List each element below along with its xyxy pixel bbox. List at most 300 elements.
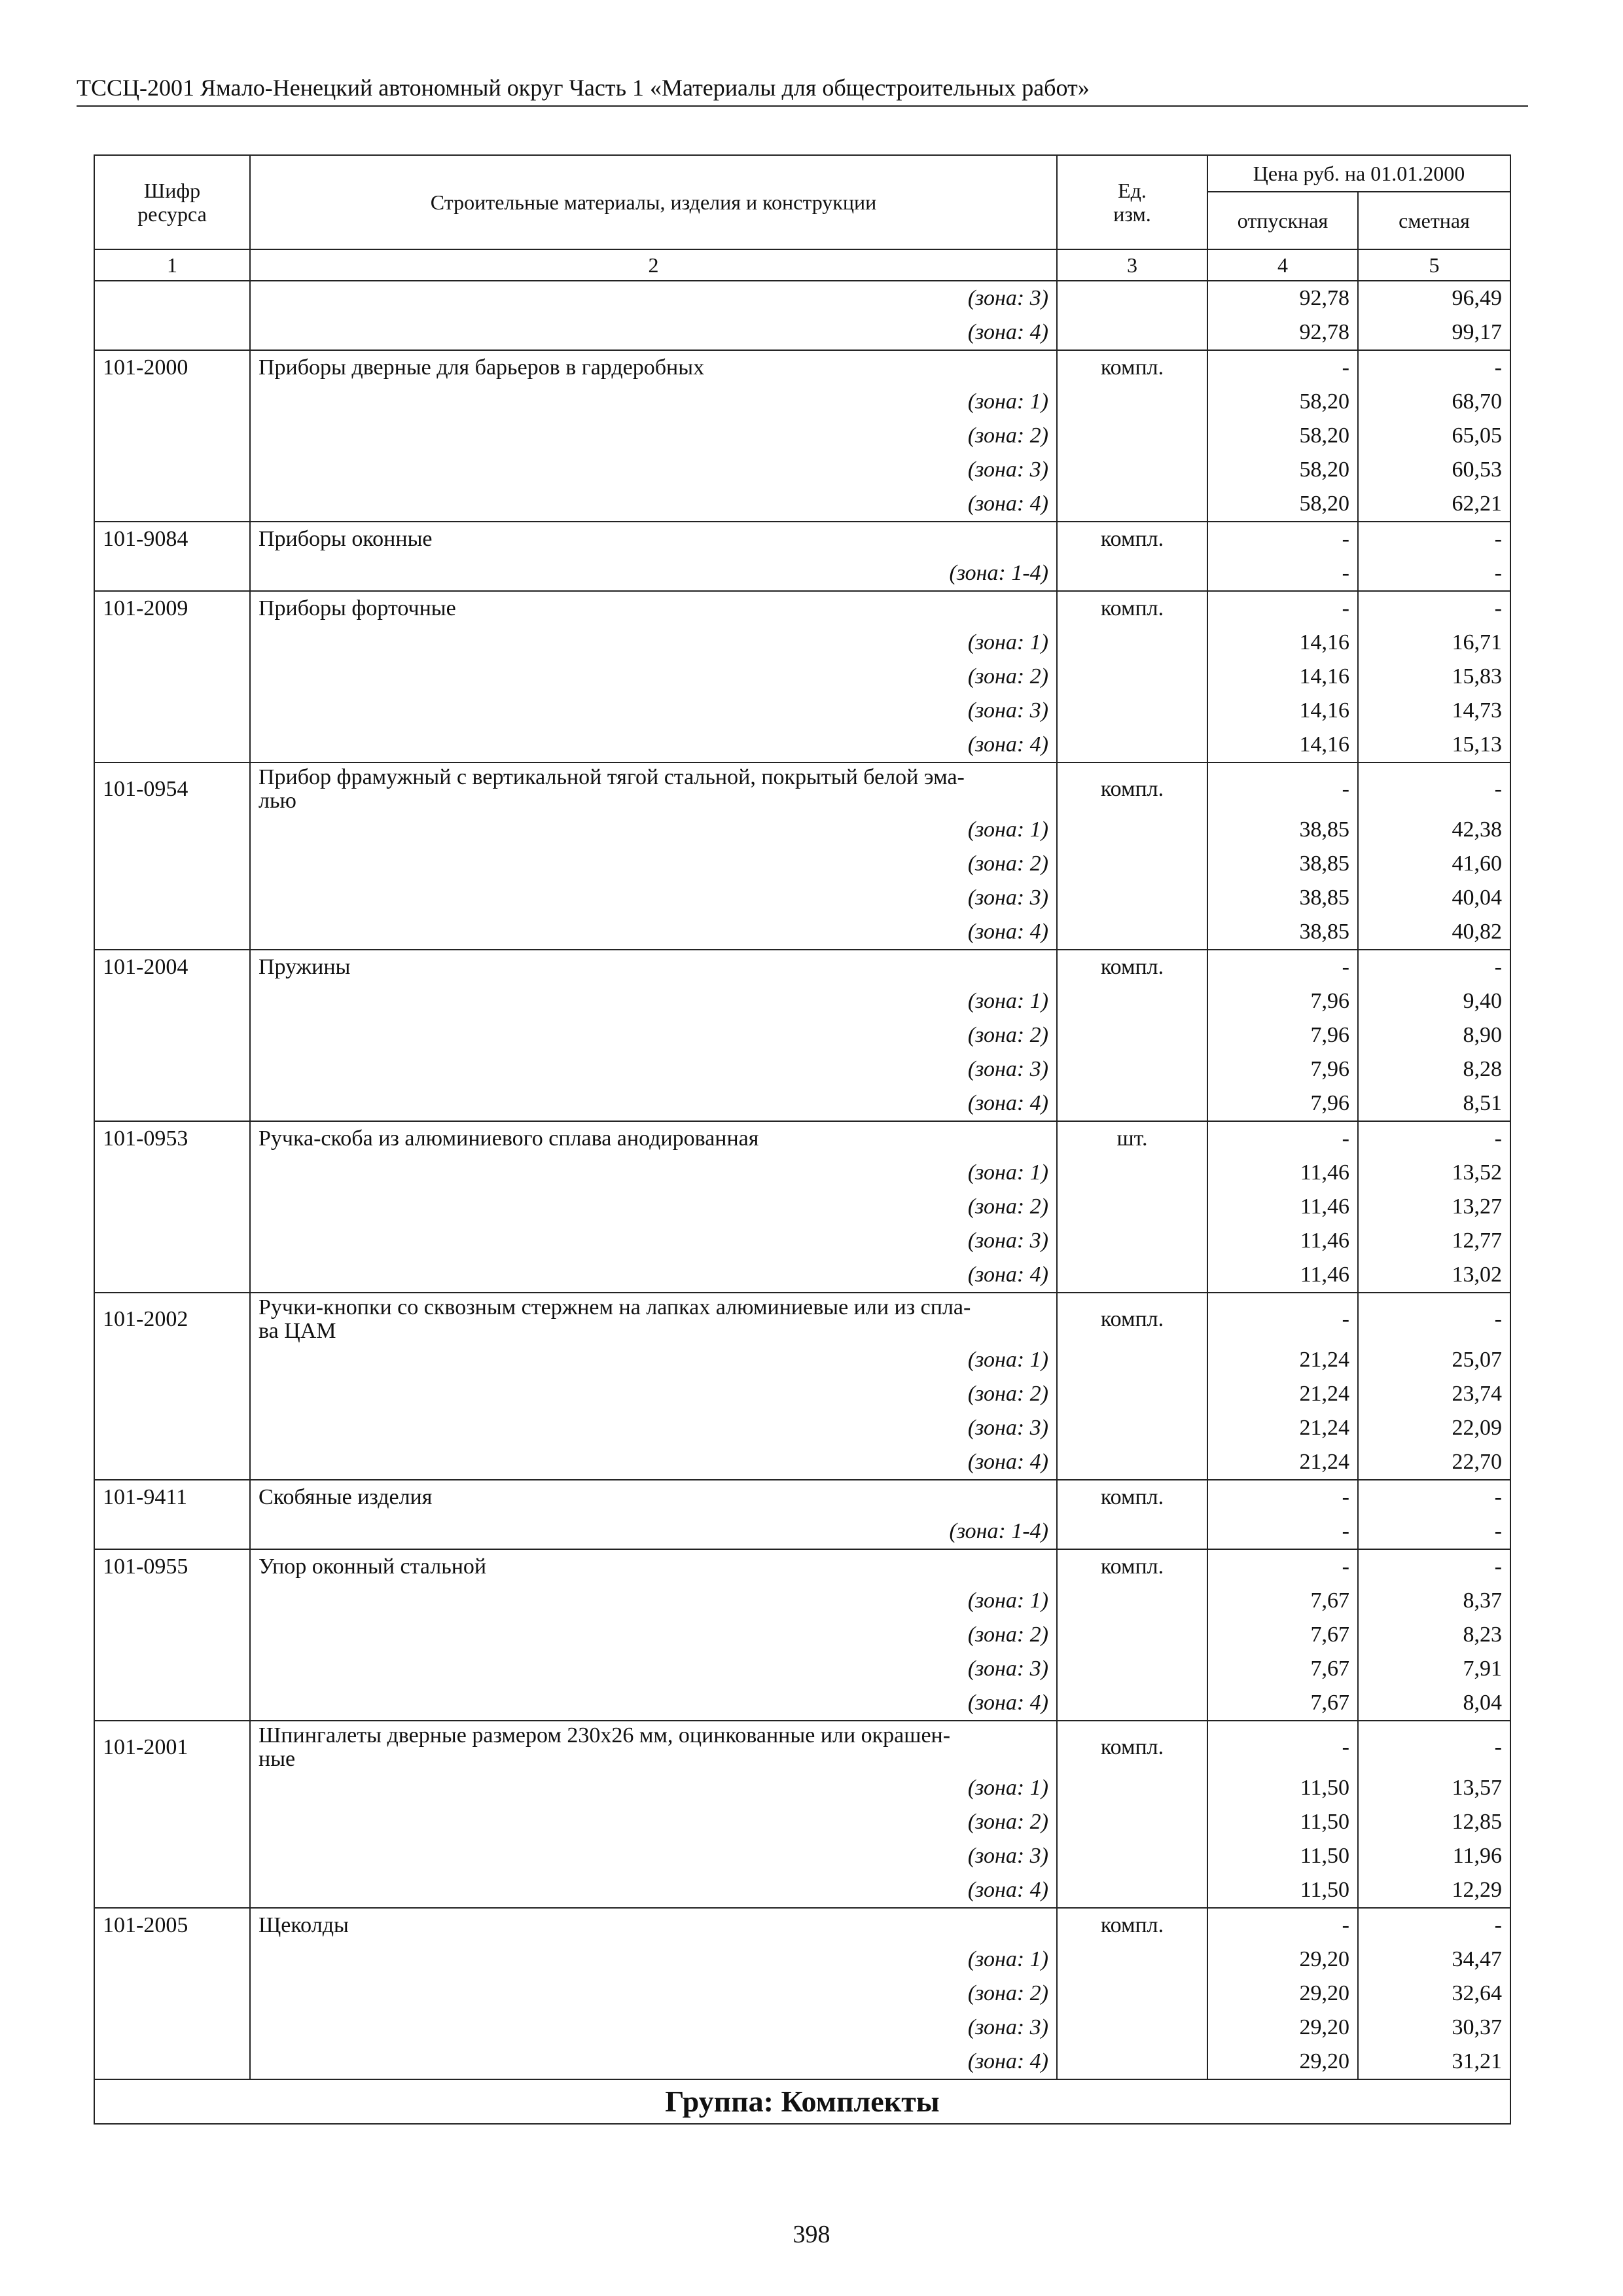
code-cell <box>94 1018 250 1052</box>
item-row <box>94 591 1510 626</box>
zone-label: (зона: 2) <box>250 1977 1057 2011</box>
zone-row <box>94 660 1510 694</box>
unit-cell <box>1057 1156 1207 1190</box>
zone-row <box>94 1652 1510 1686</box>
release-price: 11,50 <box>1207 1771 1358 1805</box>
estimate-price: - <box>1358 591 1510 626</box>
resource-code: 101-2000 <box>94 350 250 385</box>
release-price: 14,16 <box>1207 728 1358 762</box>
code-cell <box>94 660 250 694</box>
unit-cell <box>1057 1515 1207 1549</box>
unit-cell <box>1057 881 1207 915</box>
estimate-price: - <box>1358 350 1510 385</box>
material-name: Ручка-скоба из алюминиевого сплава анодированная <box>250 1121 1057 1156</box>
zone-label: (зона: 2) <box>250 1377 1057 1411</box>
zone-label: (зона: 1-4) <box>250 556 1057 591</box>
unit-of-measure: компл. <box>1057 1721 1207 1771</box>
code-cell <box>94 1873 250 1908</box>
zone-label: (зона: 3) <box>250 1839 1057 1873</box>
release-price: 38,85 <box>1207 881 1358 915</box>
zone-row <box>94 1224 1510 1258</box>
estimate-price: 13,57 <box>1358 1771 1510 1805</box>
unit-cell <box>1057 1618 1207 1652</box>
code-cell <box>94 1652 250 1686</box>
release-price: 58,20 <box>1207 419 1358 453</box>
zone-label: (зона: 4) <box>250 315 1057 350</box>
unit-cell <box>1057 1977 1207 2011</box>
unit-cell <box>1057 1873 1207 1908</box>
unit-cell <box>1057 1343 1207 1377</box>
estimate-price: 40,82 <box>1358 915 1510 950</box>
unit-cell <box>1057 487 1207 522</box>
resource-code: 101-2001 <box>94 1721 250 1771</box>
zone-row <box>94 2045 1510 2079</box>
zone-label: (зона: 3) <box>250 1052 1057 1086</box>
unit-cell <box>1057 984 1207 1018</box>
unit-of-measure: компл. <box>1057 1549 1207 1584</box>
estimate-price: 8,90 <box>1358 1018 1510 1052</box>
unit-cell <box>1057 1805 1207 1839</box>
release-price: 11,46 <box>1207 1258 1358 1293</box>
material-name-line: Ручки-кнопки со сквозным стержнем на лапках алюминиевые или из спла- <box>259 1295 971 1319</box>
estimate-price: 15,13 <box>1358 728 1510 762</box>
release-price: - <box>1207 591 1358 626</box>
release-price: 92,78 <box>1207 281 1358 315</box>
release-price: 29,20 <box>1207 1977 1358 2011</box>
release-price: 21,24 <box>1207 1377 1358 1411</box>
resource-code: 101-0954 <box>94 762 250 813</box>
zone-row <box>94 453 1510 487</box>
estimate-price: 41,60 <box>1358 847 1510 881</box>
estimate-price: 31,21 <box>1358 2045 1510 2079</box>
unit-cell <box>1057 1258 1207 1293</box>
code-cell <box>94 915 250 950</box>
item-row <box>94 522 1510 556</box>
estimate-price: - <box>1358 1121 1510 1156</box>
zone-row <box>94 556 1510 591</box>
estimate-price: 12,85 <box>1358 1805 1510 1839</box>
code-cell <box>94 694 250 728</box>
unit-of-measure: компл. <box>1057 1480 1207 1515</box>
zone-label: (зона: 4) <box>250 728 1057 762</box>
zone-label: (зона: 1-4) <box>250 1515 1057 1549</box>
unit-cell <box>1057 1943 1207 1977</box>
zone-label: (зона: 1) <box>250 626 1057 660</box>
code-cell <box>94 984 250 1018</box>
material-name <box>250 1293 1057 1343</box>
zone-label: (зона: 1) <box>250 1584 1057 1618</box>
code-cell <box>94 813 250 847</box>
zone-label: (зона: 1) <box>250 984 1057 1018</box>
unit-of-measure: компл. <box>1057 762 1207 813</box>
code-cell <box>94 2045 250 2079</box>
col-estimate-header: сметная <box>1358 192 1510 249</box>
code-cell <box>94 1686 250 1721</box>
estimate-price: - <box>1358 1908 1510 1943</box>
release-price: - <box>1207 350 1358 385</box>
resource-code: 101-2002 <box>94 1293 250 1343</box>
unit-of-measure: компл. <box>1057 950 1207 984</box>
unit-cell <box>1057 1652 1207 1686</box>
release-price: 7,67 <box>1207 1686 1358 1721</box>
unit-cell <box>1057 385 1207 419</box>
zone-label: (зона: 2) <box>250 419 1057 453</box>
zone-row <box>94 1771 1510 1805</box>
col-unit-label: Ед. изм. <box>1113 179 1151 226</box>
code-cell <box>94 1977 250 2011</box>
zone-row <box>94 626 1510 660</box>
material-name: Скобяные изделия <box>250 1480 1057 1515</box>
zone-row <box>94 1805 1510 1839</box>
item-row <box>94 762 1510 813</box>
zone-label: (зона: 1) <box>250 1943 1057 1977</box>
release-price: 58,20 <box>1207 487 1358 522</box>
estimate-price: - <box>1358 1480 1510 1515</box>
estimate-price: 22,09 <box>1358 1411 1510 1445</box>
estimate-price: 34,47 <box>1358 1943 1510 1977</box>
resource-code: 101-2005 <box>94 1908 250 1943</box>
code-cell <box>94 1445 250 1480</box>
code-cell <box>94 419 250 453</box>
estimate-price: - <box>1358 950 1510 984</box>
zone-label: (зона: 2) <box>250 847 1057 881</box>
item-row <box>94 1908 1510 1943</box>
zone-row <box>94 881 1510 915</box>
release-price: 7,96 <box>1207 984 1358 1018</box>
unit-cell <box>1057 1224 1207 1258</box>
zone-row <box>94 1258 1510 1293</box>
zone-row <box>94 1052 1510 1086</box>
estimate-price: 96,49 <box>1358 281 1510 315</box>
code-cell <box>94 487 250 522</box>
estimate-price: 60,53 <box>1358 453 1510 487</box>
zone-row <box>94 1686 1510 1721</box>
release-price: - <box>1207 1515 1358 1549</box>
zone-row <box>94 813 1510 847</box>
estimate-price: 14,73 <box>1358 694 1510 728</box>
release-price: - <box>1207 1549 1358 1584</box>
unit-cell <box>1057 1839 1207 1873</box>
zone-label: (зона: 4) <box>250 915 1057 950</box>
release-price: 14,16 <box>1207 626 1358 660</box>
unit-cell <box>1057 728 1207 762</box>
zone-row <box>94 984 1510 1018</box>
code-cell <box>94 1584 250 1618</box>
col-release-header: отпускная <box>1207 192 1358 249</box>
unit-of-measure: компл. <box>1057 522 1207 556</box>
zone-row <box>94 847 1510 881</box>
zone-label: (зона: 2) <box>250 1805 1057 1839</box>
group-row <box>94 2079 1510 2124</box>
unit-cell <box>1057 1190 1207 1224</box>
code-cell <box>94 881 250 915</box>
code-cell <box>94 453 250 487</box>
release-price: 38,85 <box>1207 915 1358 950</box>
code-cell <box>94 1086 250 1121</box>
zone-label: (зона: 2) <box>250 1018 1057 1052</box>
column-number: 5 <box>1358 249 1510 281</box>
zone-row <box>94 385 1510 419</box>
estimate-price: 12,29 <box>1358 1873 1510 1908</box>
zone-label: (зона: 3) <box>250 2011 1057 2045</box>
column-number: 2 <box>250 249 1057 281</box>
col-code-header <box>94 155 250 249</box>
estimate-price: 23,74 <box>1358 1377 1510 1411</box>
zone-label: (зона: 3) <box>250 694 1057 728</box>
unit-cell <box>1057 281 1207 315</box>
code-cell <box>94 1839 250 1873</box>
resource-code: 101-2009 <box>94 591 250 626</box>
page-header: ТССЦ-2001 Ямало-Ненецкий автономный округ Часть 1 «Материалы для общестроительных работ» <box>77 75 1090 101</box>
material-name: Приборы форточные <box>250 591 1057 626</box>
column-number: 4 <box>1207 249 1358 281</box>
zone-row <box>94 1873 1510 1908</box>
release-price: 7,96 <box>1207 1052 1358 1086</box>
unit-cell <box>1057 1686 1207 1721</box>
estimate-price: 11,96 <box>1358 1839 1510 1873</box>
unit-cell <box>1057 915 1207 950</box>
col-price-header: Цена руб. на 01.01.2000 <box>1207 155 1510 192</box>
estimate-price: 99,17 <box>1358 315 1510 350</box>
zone-row <box>94 1977 1510 2011</box>
unit-cell <box>1057 419 1207 453</box>
estimate-price: 42,38 <box>1358 813 1510 847</box>
release-price: - <box>1207 1721 1358 1771</box>
zone-row <box>94 1584 1510 1618</box>
item-row <box>94 1293 1510 1343</box>
code-cell <box>94 1618 250 1652</box>
zone-row <box>94 1839 1510 1873</box>
zone-row <box>94 1190 1510 1224</box>
code-cell <box>94 1156 250 1190</box>
item-row <box>94 350 1510 385</box>
release-price: - <box>1207 950 1358 984</box>
release-price: 38,85 <box>1207 813 1358 847</box>
column-number-row <box>94 249 1510 281</box>
unit-cell <box>1057 1377 1207 1411</box>
item-row <box>94 1549 1510 1584</box>
zone-label: (зона: 4) <box>250 2045 1057 2079</box>
unit-cell <box>1057 315 1207 350</box>
header-rule <box>77 105 1528 107</box>
release-price: - <box>1207 1293 1358 1343</box>
release-price: 11,50 <box>1207 1873 1358 1908</box>
release-price: 11,46 <box>1207 1156 1358 1190</box>
unit-cell <box>1057 453 1207 487</box>
resource-code: 101-9411 <box>94 1480 250 1515</box>
zone-row <box>94 1343 1510 1377</box>
release-price: 7,96 <box>1207 1086 1358 1121</box>
zone-row <box>94 281 1510 315</box>
zone-label: (зона: 3) <box>250 881 1057 915</box>
zone-label: (зона: 2) <box>250 1190 1057 1224</box>
resource-code: 101-0955 <box>94 1549 250 1584</box>
code-cell <box>94 385 250 419</box>
release-price: 21,24 <box>1207 1411 1358 1445</box>
unit-cell <box>1057 2045 1207 2079</box>
unit-cell <box>1057 1584 1207 1618</box>
material-name-line: Прибор фрамужный с вертикальной тягой стальной, покрытый белой эма- <box>259 765 965 789</box>
code-cell <box>94 1515 250 1549</box>
estimate-price: 7,91 <box>1358 1652 1510 1686</box>
estimate-price: 22,70 <box>1358 1445 1510 1480</box>
estimate-price: - <box>1358 556 1510 591</box>
estimate-price: 62,21 <box>1358 487 1510 522</box>
material-name-line: лью <box>259 789 296 813</box>
zone-label: (зона: 3) <box>250 453 1057 487</box>
release-price: 29,20 <box>1207 2011 1358 2045</box>
zone-row <box>94 315 1510 350</box>
code-cell <box>94 1805 250 1839</box>
unit-cell <box>1057 813 1207 847</box>
release-price: 7,67 <box>1207 1618 1358 1652</box>
release-price: 58,20 <box>1207 385 1358 419</box>
material-name: Щеколды <box>250 1908 1057 1943</box>
code-cell <box>94 1052 250 1086</box>
release-price: - <box>1207 1121 1358 1156</box>
column-number: 1 <box>94 249 250 281</box>
estimate-price: 32,64 <box>1358 1977 1510 2011</box>
group-label: Группа: Комплекты <box>94 2079 1510 2124</box>
code-cell <box>94 1943 250 1977</box>
code-cell <box>94 281 250 315</box>
estimate-price: 15,83 <box>1358 660 1510 694</box>
release-price: 29,20 <box>1207 1943 1358 1977</box>
unit-cell <box>1057 626 1207 660</box>
item-row <box>94 1721 1510 1771</box>
material-name <box>250 1721 1057 1771</box>
zone-row <box>94 1411 1510 1445</box>
release-price: 7,67 <box>1207 1652 1358 1686</box>
release-price: 38,85 <box>1207 847 1358 881</box>
resource-code: 101-2004 <box>94 950 250 984</box>
estimate-price: 68,70 <box>1358 385 1510 419</box>
release-price: 14,16 <box>1207 660 1358 694</box>
estimate-price: 8,23 <box>1358 1618 1510 1652</box>
estimate-price: 40,04 <box>1358 881 1510 915</box>
estimate-price: 12,77 <box>1358 1224 1510 1258</box>
release-price: 21,24 <box>1207 1445 1358 1480</box>
code-cell <box>94 1411 250 1445</box>
release-price: - <box>1207 522 1358 556</box>
zone-row <box>94 1445 1510 1480</box>
code-cell <box>94 1377 250 1411</box>
col-code-label: Шифр ресурса <box>137 179 207 226</box>
material-name: Приборы дверные для барьеров в гардеробных <box>250 350 1057 385</box>
unit-cell <box>1057 2011 1207 2045</box>
estimate-price: 8,04 <box>1358 1686 1510 1721</box>
zone-label: (зона: 1) <box>250 385 1057 419</box>
estimate-price: 8,51 <box>1358 1086 1510 1121</box>
unit-cell <box>1057 694 1207 728</box>
zone-row <box>94 1618 1510 1652</box>
zone-row <box>94 487 1510 522</box>
unit-cell <box>1057 847 1207 881</box>
zone-row <box>94 2011 1510 2045</box>
item-row <box>94 950 1510 984</box>
unit-of-measure: шт. <box>1057 1121 1207 1156</box>
unit-cell <box>1057 660 1207 694</box>
release-price: 29,20 <box>1207 2045 1358 2079</box>
release-price: 11,46 <box>1207 1190 1358 1224</box>
code-cell <box>94 728 250 762</box>
col-name-header: Строительные материалы, изделия и конструкции <box>250 155 1057 249</box>
unit-cell <box>1057 1445 1207 1480</box>
code-cell <box>94 1258 250 1293</box>
zone-label: (зона: 1) <box>250 1156 1057 1190</box>
estimate-price: - <box>1358 1293 1510 1343</box>
zone-row <box>94 1515 1510 1549</box>
unit-of-measure: компл. <box>1057 1293 1207 1343</box>
material-name: Пружины <box>250 950 1057 984</box>
code-cell <box>94 2011 250 2045</box>
estimate-price: 8,28 <box>1358 1052 1510 1086</box>
estimate-price: 13,52 <box>1358 1156 1510 1190</box>
release-price: - <box>1207 1480 1358 1515</box>
material-name <box>250 762 1057 813</box>
release-price: 58,20 <box>1207 453 1358 487</box>
price-table <box>94 154 1511 2125</box>
estimate-price: - <box>1358 1721 1510 1771</box>
estimate-price: 25,07 <box>1358 1343 1510 1377</box>
zone-row <box>94 728 1510 762</box>
code-cell <box>94 315 250 350</box>
zone-row <box>94 1086 1510 1121</box>
col-unit-header <box>1057 155 1207 249</box>
zone-row <box>94 1156 1510 1190</box>
table-body <box>94 249 1510 2079</box>
code-cell <box>94 847 250 881</box>
zone-row <box>94 1377 1510 1411</box>
estimate-price: 30,37 <box>1358 2011 1510 2045</box>
unit-cell <box>1057 556 1207 591</box>
zone-label: (зона: 3) <box>250 1224 1057 1258</box>
zone-label: (зона: 1) <box>250 1771 1057 1805</box>
material-name: Упор оконный стальной <box>250 1549 1057 1584</box>
resource-code: 101-9084 <box>94 522 250 556</box>
zone-label: (зона: 1) <box>250 813 1057 847</box>
code-cell <box>94 626 250 660</box>
estimate-price: - <box>1358 522 1510 556</box>
material-name-line: ва ЦАМ <box>259 1319 336 1343</box>
release-price: 11,50 <box>1207 1839 1358 1873</box>
release-price: 14,16 <box>1207 694 1358 728</box>
unit-cell <box>1057 1086 1207 1121</box>
release-price: 7,96 <box>1207 1018 1358 1052</box>
resource-code: 101-0953 <box>94 1121 250 1156</box>
release-price: 11,50 <box>1207 1805 1358 1839</box>
unit-of-measure: компл. <box>1057 591 1207 626</box>
material-name-line: ные <box>259 1747 296 1771</box>
column-number: 3 <box>1057 249 1207 281</box>
zone-label: (зона: 3) <box>250 281 1057 315</box>
zone-label: (зона: 2) <box>250 660 1057 694</box>
zone-label: (зона: 3) <box>250 1411 1057 1445</box>
release-price: 92,78 <box>1207 315 1358 350</box>
zone-label: (зона: 4) <box>250 1873 1057 1908</box>
estimate-price: - <box>1358 762 1510 813</box>
estimate-price: 13,27 <box>1358 1190 1510 1224</box>
zone-row <box>94 419 1510 453</box>
estimate-price: 8,37 <box>1358 1584 1510 1618</box>
zone-row <box>94 1943 1510 1977</box>
unit-of-measure: компл. <box>1057 1908 1207 1943</box>
code-cell <box>94 1343 250 1377</box>
material-name: Приборы оконные <box>250 522 1057 556</box>
estimate-price: - <box>1358 1549 1510 1584</box>
material-name-line: Шпингалеты дверные размером 230х26 мм, оцинкованные или окрашен- <box>259 1723 951 1748</box>
zone-row <box>94 1018 1510 1052</box>
